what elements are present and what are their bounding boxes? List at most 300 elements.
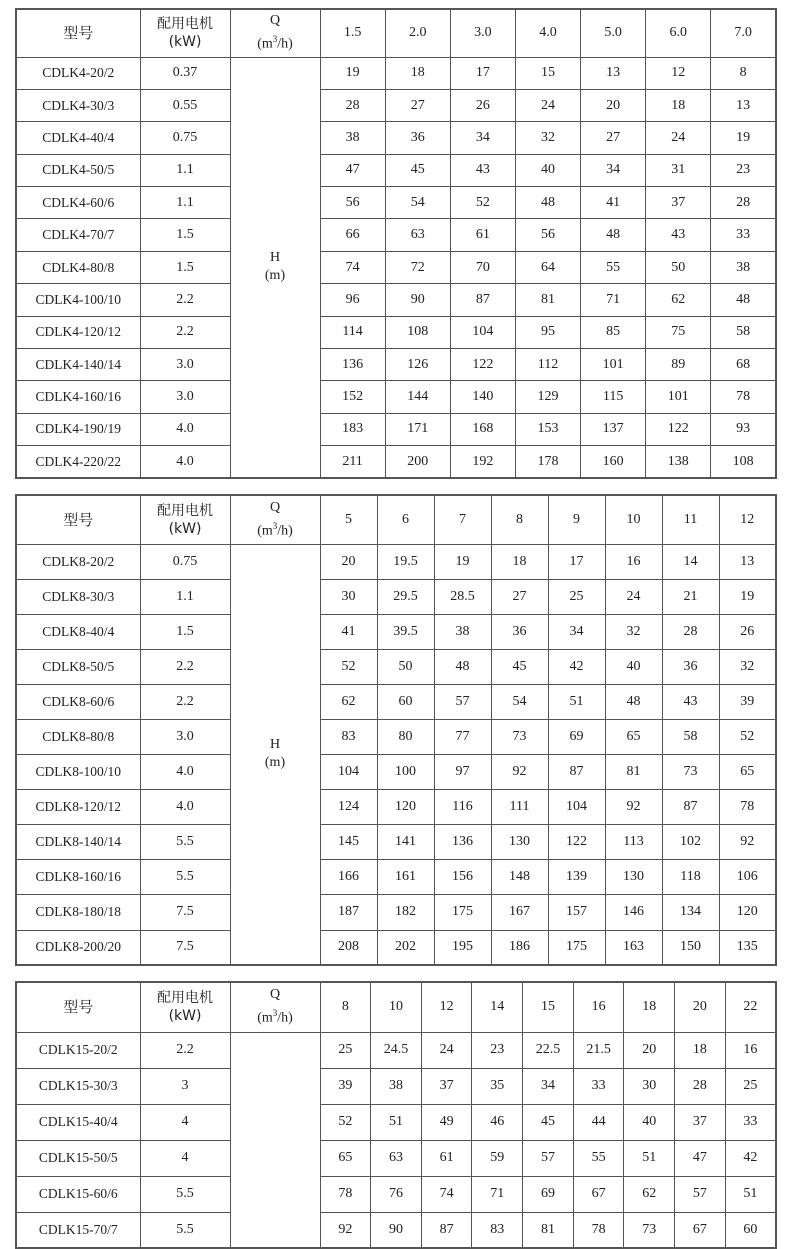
head-value-cell: 175 <box>434 895 491 930</box>
head-value-cell: 108 <box>711 446 776 478</box>
head-value-cell: 48 <box>515 187 580 219</box>
flow-unit-sup: 3 <box>272 34 278 45</box>
head-value-cell: 61 <box>421 1140 472 1176</box>
head-value-cell: 16 <box>725 1032 776 1068</box>
model-cell: CDLK15-50/5 <box>16 1140 140 1176</box>
head-value-cell: 138 <box>646 446 711 478</box>
head-value-cell: 36 <box>662 649 719 684</box>
model-header: 型号 <box>16 9 140 57</box>
head-value-cell: 40 <box>605 649 662 684</box>
head-value-cell: 192 <box>450 446 515 478</box>
head-value-cell: 92 <box>491 755 548 790</box>
head-value-cell: 28.5 <box>434 579 491 614</box>
table-row <box>16 895 776 930</box>
head-value-cell: 168 <box>450 413 515 445</box>
head-value-cell: 96 <box>320 284 385 316</box>
head-value-cell: 136 <box>434 825 491 860</box>
head-value-cell: 120 <box>377 790 434 825</box>
table-row <box>16 755 776 790</box>
head-value-cell: 43 <box>646 219 711 251</box>
flow-value-header: 3.0 <box>450 9 515 57</box>
motor-power-cell: 7.5 <box>140 895 230 930</box>
head-value-cell: 48 <box>434 649 491 684</box>
motor-power-label: 配用电机 <box>157 16 213 33</box>
flow-unit-pre: (m <box>257 1011 273 1027</box>
head-value-cell: 34 <box>523 1068 574 1104</box>
model-cell: CDLK4-30/3 <box>16 89 140 121</box>
flow-value-header: 9 <box>548 495 605 544</box>
table-row <box>16 860 776 895</box>
head-value-cell: 78 <box>719 790 776 825</box>
head-value-cell: 166 <box>320 860 377 895</box>
head-value-cell: 130 <box>491 825 548 860</box>
flow-value-header: 22 <box>725 982 776 1032</box>
head-value-cell: 47 <box>320 154 385 186</box>
table-row <box>16 544 776 579</box>
head-value-cell: 18 <box>646 89 711 121</box>
model-cell: CDLK8-120/12 <box>16 790 140 825</box>
head-value-cell: 31 <box>646 154 711 186</box>
head-value-cell: 59 <box>472 1140 523 1176</box>
pump-table <box>15 8 777 479</box>
head-value-cell: 144 <box>385 381 450 413</box>
head-value-cell: 21.5 <box>573 1032 624 1068</box>
head-value-cell: 92 <box>320 1212 371 1248</box>
head-value-cell: 145 <box>320 825 377 860</box>
head-value-cell: 58 <box>711 316 776 348</box>
motor-power-cell: 3.0 <box>140 381 230 413</box>
head-value-cell: 17 <box>548 544 605 579</box>
head-value-cell: 182 <box>377 895 434 930</box>
head-value-cell: 52 <box>320 1104 371 1140</box>
head-value-cell: 30 <box>320 579 377 614</box>
table-row <box>16 614 776 649</box>
head-label-cell <box>230 57 320 478</box>
head-value-cell: 63 <box>385 219 450 251</box>
head-value-cell: 33 <box>711 219 776 251</box>
motor-power-cell: 4.0 <box>140 413 230 445</box>
motor-power-cell: 1.5 <box>140 251 230 283</box>
head-value-cell: 208 <box>320 930 377 965</box>
motor-power-cell: 3.0 <box>140 719 230 754</box>
head-value-cell: 54 <box>491 684 548 719</box>
flow-unit-pre: (m <box>257 523 273 539</box>
model-cell: CDLK8-60/6 <box>16 684 140 719</box>
head-value-cell: 115 <box>581 381 646 413</box>
head-value-cell: 42 <box>548 649 605 684</box>
pump-table <box>15 494 777 966</box>
head-value-cell: 24 <box>515 89 580 121</box>
head-value-cell: 43 <box>450 154 515 186</box>
head-value-cell: 20 <box>320 544 377 579</box>
head-value-cell: 83 <box>472 1212 523 1248</box>
header-row <box>16 495 776 544</box>
head-value-cell: 51 <box>548 684 605 719</box>
head-value-cell: 81 <box>515 284 580 316</box>
head-label-cell <box>230 544 320 965</box>
model-cell: CDLK8-200/20 <box>16 930 140 965</box>
head-value-cell: 92 <box>605 790 662 825</box>
head-value-cell: 126 <box>385 349 450 381</box>
pump-table-cdlk4 <box>15 8 775 479</box>
model-cell: CDLK4-50/5 <box>16 154 140 186</box>
flow-value-header: 11 <box>662 495 719 544</box>
motor-power-cell: 2.2 <box>140 316 230 348</box>
head-value-cell: 108 <box>385 316 450 348</box>
head-value-cell: 39 <box>320 1068 371 1104</box>
head-value-cell: 120 <box>719 895 776 930</box>
head-value-cell: 73 <box>491 719 548 754</box>
head-value-cell: 104 <box>450 316 515 348</box>
head-value-cell: 45 <box>523 1104 574 1140</box>
head-value-cell: 32 <box>515 122 580 154</box>
head-value-cell: 55 <box>581 251 646 283</box>
motor-power-cell: 1.5 <box>140 219 230 251</box>
head-value-cell: 33 <box>725 1104 776 1140</box>
head-value-cell: 116 <box>434 790 491 825</box>
flow-symbol: Q <box>269 13 281 29</box>
head-value-cell: 89 <box>646 349 711 381</box>
head-value-cell: 18 <box>491 544 548 579</box>
head-value-cell: 72 <box>385 251 450 283</box>
head-value-cell: 81 <box>523 1212 574 1248</box>
head-value-cell: 38 <box>371 1068 422 1104</box>
head-value-cell: 152 <box>320 381 385 413</box>
head-value-cell: 42 <box>725 1140 776 1176</box>
head-value-cell: 70 <box>450 251 515 283</box>
flow-unit-pre: (m <box>257 37 273 53</box>
head-value-cell: 33 <box>573 1068 624 1104</box>
head-value-cell: 15 <box>515 57 580 89</box>
head-value-cell: 48 <box>581 219 646 251</box>
head-value-cell: 21 <box>662 579 719 614</box>
table-row <box>16 1140 776 1176</box>
head-value-cell: 38 <box>320 122 385 154</box>
motor-power-label: 配用电机 <box>157 990 213 1007</box>
head-value-cell: 34 <box>450 122 515 154</box>
head-value-cell: 150 <box>662 930 719 965</box>
head-value-cell: 112 <box>515 349 580 381</box>
table-row <box>16 413 776 445</box>
head-value-cell: 69 <box>523 1176 574 1212</box>
head-value-cell: 24 <box>605 579 662 614</box>
motor-power-cell: 1.1 <box>140 579 230 614</box>
head-value-cell: 160 <box>581 446 646 478</box>
flow-value-header: 8 <box>491 495 548 544</box>
head-value-cell: 19 <box>719 579 776 614</box>
table-row <box>16 349 776 381</box>
table-row <box>16 89 776 121</box>
head-value-cell: 56 <box>515 219 580 251</box>
head-value-cell: 78 <box>711 381 776 413</box>
head-value-cell: 34 <box>581 154 646 186</box>
motor-power-cell: 1.5 <box>140 614 230 649</box>
head-value-cell: 30 <box>624 1068 675 1104</box>
head-value-cell: 187 <box>320 895 377 930</box>
head-value-cell: 37 <box>646 187 711 219</box>
flow-unit-post: /h) <box>277 523 293 539</box>
head-value-cell: 139 <box>548 860 605 895</box>
head-value-cell: 92 <box>719 825 776 860</box>
head-value-cell: 47 <box>675 1140 726 1176</box>
head-value-cell: 163 <box>605 930 662 965</box>
flow-value-header: 10 <box>371 982 422 1032</box>
head-value-cell: 136 <box>320 349 385 381</box>
head-value-cell: 106 <box>719 860 776 895</box>
flow-value-header: 5 <box>320 495 377 544</box>
motor-power-cell: 2.2 <box>140 684 230 719</box>
head-value-cell: 61 <box>450 219 515 251</box>
head-value-cell: 8 <box>711 57 776 89</box>
head-value-cell: 19 <box>711 122 776 154</box>
head-value-cell: 65 <box>320 1140 371 1176</box>
head-value-cell: 28 <box>662 614 719 649</box>
flow-value-header: 8 <box>320 982 371 1032</box>
head-value-cell: 122 <box>646 413 711 445</box>
motor-power-cell: 4 <box>140 1140 230 1176</box>
model-cell: CDLK8-180/18 <box>16 895 140 930</box>
model-cell: CDLK4-160/16 <box>16 381 140 413</box>
head-value-cell: 54 <box>385 187 450 219</box>
motor-power-header <box>140 495 230 544</box>
head-value-cell: 58 <box>662 719 719 754</box>
head-value-cell: 48 <box>605 684 662 719</box>
motor-power-cell: 2.2 <box>140 284 230 316</box>
head-value-cell: 46 <box>472 1104 523 1140</box>
model-cell: CDLK4-190/19 <box>16 413 140 445</box>
flow-header <box>230 495 320 544</box>
table-row <box>16 1176 776 1212</box>
head-value-cell: 113 <box>605 825 662 860</box>
head-value-cell: 27 <box>581 122 646 154</box>
head-value-cell: 28 <box>320 89 385 121</box>
head-value-cell: 51 <box>725 1176 776 1212</box>
flow-unit <box>231 517 320 541</box>
head-value-cell: 146 <box>605 895 662 930</box>
head-value-cell: 78 <box>573 1212 624 1248</box>
head-value-cell: 69 <box>548 719 605 754</box>
flow-value-header: 5.0 <box>581 9 646 57</box>
model-cell: CDLK8-100/10 <box>16 755 140 790</box>
head-value-cell: 156 <box>434 860 491 895</box>
head-value-cell: 57 <box>675 1176 726 1212</box>
head-value-cell: 49 <box>421 1104 472 1140</box>
flow-value-header: 7.0 <box>711 9 776 57</box>
head-value-cell: 95 <box>515 316 580 348</box>
head-value-cell: 25 <box>725 1068 776 1104</box>
head-value-cell: 52 <box>450 187 515 219</box>
head-value-cell: 161 <box>377 860 434 895</box>
head-value-cell: 23 <box>711 154 776 186</box>
head-value-cell: 28 <box>675 1068 726 1104</box>
head-value-cell: 40 <box>515 154 580 186</box>
table-row <box>16 187 776 219</box>
head-value-cell: 78 <box>320 1176 371 1212</box>
head-value-cell: 122 <box>450 349 515 381</box>
head-value-cell: 57 <box>434 684 491 719</box>
head-value-cell: 74 <box>320 251 385 283</box>
model-cell: CDLK15-20/2 <box>16 1032 140 1068</box>
table-row <box>16 649 776 684</box>
model-cell: CDLK8-20/2 <box>16 544 140 579</box>
head-value-cell: 148 <box>491 860 548 895</box>
motor-power-cell: 5.5 <box>140 825 230 860</box>
table-row <box>16 1212 776 1248</box>
table-row <box>16 1104 776 1140</box>
head-value-cell: 38 <box>711 251 776 283</box>
head-symbol: H <box>269 250 281 266</box>
head-value-cell: 22.5 <box>523 1032 574 1068</box>
head-value-cell: 62 <box>646 284 711 316</box>
motor-power-cell: 5.5 <box>140 860 230 895</box>
head-value-cell: 52 <box>719 719 776 754</box>
model-cell: CDLK8-140/14 <box>16 825 140 860</box>
head-value-cell: 51 <box>371 1104 422 1140</box>
head-value-cell: 73 <box>662 755 719 790</box>
model-header: 型号 <box>16 982 140 1032</box>
motor-power-cell: 4.0 <box>140 755 230 790</box>
table-row <box>16 381 776 413</box>
motor-power-unit: (kW) <box>168 520 202 537</box>
model-cell: CDLK8-160/16 <box>16 860 140 895</box>
head-value-cell: 36 <box>385 122 450 154</box>
head-value-cell: 37 <box>421 1068 472 1104</box>
head-value-cell: 17 <box>450 57 515 89</box>
head-value-cell: 52 <box>320 649 377 684</box>
model-cell: CDLK15-30/3 <box>16 1068 140 1104</box>
head-value-cell: 141 <box>377 825 434 860</box>
pump-table-cdlk8 <box>15 494 775 966</box>
flow-value-header: 16 <box>573 982 624 1032</box>
head-value-cell: 71 <box>472 1176 523 1212</box>
head-value-cell: 13 <box>581 57 646 89</box>
table-row <box>16 219 776 251</box>
head-value-cell: 83 <box>320 719 377 754</box>
head-value-cell: 56 <box>320 187 385 219</box>
head-value-cell: 122 <box>548 825 605 860</box>
head-value-cell: 27 <box>385 89 450 121</box>
model-cell: CDLK4-20/2 <box>16 57 140 89</box>
head-value-cell: 93 <box>711 413 776 445</box>
head-symbol: H <box>269 737 281 753</box>
head-value-cell: 50 <box>377 649 434 684</box>
model-header: 型号 <box>16 495 140 544</box>
pump-table <box>15 981 777 1249</box>
head-value-cell: 41 <box>581 187 646 219</box>
head-value-cell: 75 <box>646 316 711 348</box>
motor-power-unit: (kW) <box>168 1008 202 1025</box>
head-value-cell: 74 <box>421 1176 472 1212</box>
head-value-cell: 167 <box>491 895 548 930</box>
motor-power-cell: 2.2 <box>140 1032 230 1068</box>
table-row <box>16 251 776 283</box>
head-value-cell: 19 <box>320 57 385 89</box>
head-value-cell: 62 <box>624 1176 675 1212</box>
model-cell: CDLK8-50/5 <box>16 649 140 684</box>
head-value-cell: 90 <box>371 1212 422 1248</box>
model-cell: CDLK4-40/4 <box>16 122 140 154</box>
model-cell: CDLK15-40/4 <box>16 1104 140 1140</box>
head-value-cell: 202 <box>377 930 434 965</box>
head-value-cell: 34 <box>548 614 605 649</box>
model-cell: CDLK4-220/22 <box>16 446 140 478</box>
head-unit: (m) <box>264 755 286 771</box>
head-value-cell: 37 <box>675 1104 726 1140</box>
head-value-cell: 14 <box>662 544 719 579</box>
table-row <box>16 825 776 860</box>
flow-value-header: 15 <box>523 982 574 1032</box>
table-row <box>16 122 776 154</box>
table-row <box>16 719 776 754</box>
head-value-cell: 60 <box>725 1212 776 1248</box>
head-value-cell: 67 <box>675 1212 726 1248</box>
flow-value-header: 1.5 <box>320 9 385 57</box>
head-value-cell: 64 <box>515 251 580 283</box>
head-value-cell: 40 <box>624 1104 675 1140</box>
head-value-cell: 57 <box>523 1140 574 1176</box>
head-value-cell: 32 <box>605 614 662 649</box>
head-value-cell: 32 <box>719 649 776 684</box>
flow-unit <box>231 1004 320 1028</box>
motor-power-cell: 0.75 <box>140 544 230 579</box>
head-value-cell: 23 <box>472 1032 523 1068</box>
head-value-cell: 20 <box>624 1032 675 1068</box>
flow-value-header: 6.0 <box>646 9 711 57</box>
head-value-cell: 134 <box>662 895 719 930</box>
head-value-cell: 100 <box>377 755 434 790</box>
head-value-cell: 102 <box>662 825 719 860</box>
head-value-cell: 39 <box>719 684 776 719</box>
head-value-cell: 118 <box>662 860 719 895</box>
header-row <box>16 9 776 57</box>
head-value-cell: 77 <box>434 719 491 754</box>
head-unit: (m) <box>264 268 286 284</box>
motor-power-cell: 0.37 <box>140 57 230 89</box>
head-value-cell: 35 <box>472 1068 523 1104</box>
head-value-cell: 97 <box>434 755 491 790</box>
head-value-cell: 26 <box>719 614 776 649</box>
motor-power-cell: 1.1 <box>140 187 230 219</box>
head-value-cell: 50 <box>646 251 711 283</box>
head-value-cell: 104 <box>320 755 377 790</box>
flow-symbol: Q <box>269 987 281 1003</box>
table-row <box>16 154 776 186</box>
flow-value-header: 12 <box>719 495 776 544</box>
motor-power-cell: 5.5 <box>140 1176 230 1212</box>
motor-power-cell: 2.2 <box>140 649 230 684</box>
model-cell: CDLK4-60/6 <box>16 187 140 219</box>
head-value-cell: 87 <box>662 790 719 825</box>
head-value-cell: 25 <box>320 1032 371 1068</box>
flow-unit <box>231 30 320 54</box>
head-value-cell: 153 <box>515 413 580 445</box>
head-value-cell: 211 <box>320 446 385 478</box>
head-value-cell: 171 <box>385 413 450 445</box>
head-value-cell: 24 <box>646 122 711 154</box>
head-value-cell: 45 <box>491 649 548 684</box>
head-value-cell: 111 <box>491 790 548 825</box>
model-cell: CDLK4-70/7 <box>16 219 140 251</box>
flow-unit-post: /h) <box>277 37 293 53</box>
model-cell: CDLK4-80/8 <box>16 251 140 283</box>
head-value-cell: 24 <box>421 1032 472 1068</box>
head-value-cell: 76 <box>371 1176 422 1212</box>
model-cell: CDLK8-40/4 <box>16 614 140 649</box>
head-value-cell: 178 <box>515 446 580 478</box>
model-cell: CDLK4-100/10 <box>16 284 140 316</box>
head-value-cell: 135 <box>719 930 776 965</box>
head-value-cell: 73 <box>624 1212 675 1248</box>
